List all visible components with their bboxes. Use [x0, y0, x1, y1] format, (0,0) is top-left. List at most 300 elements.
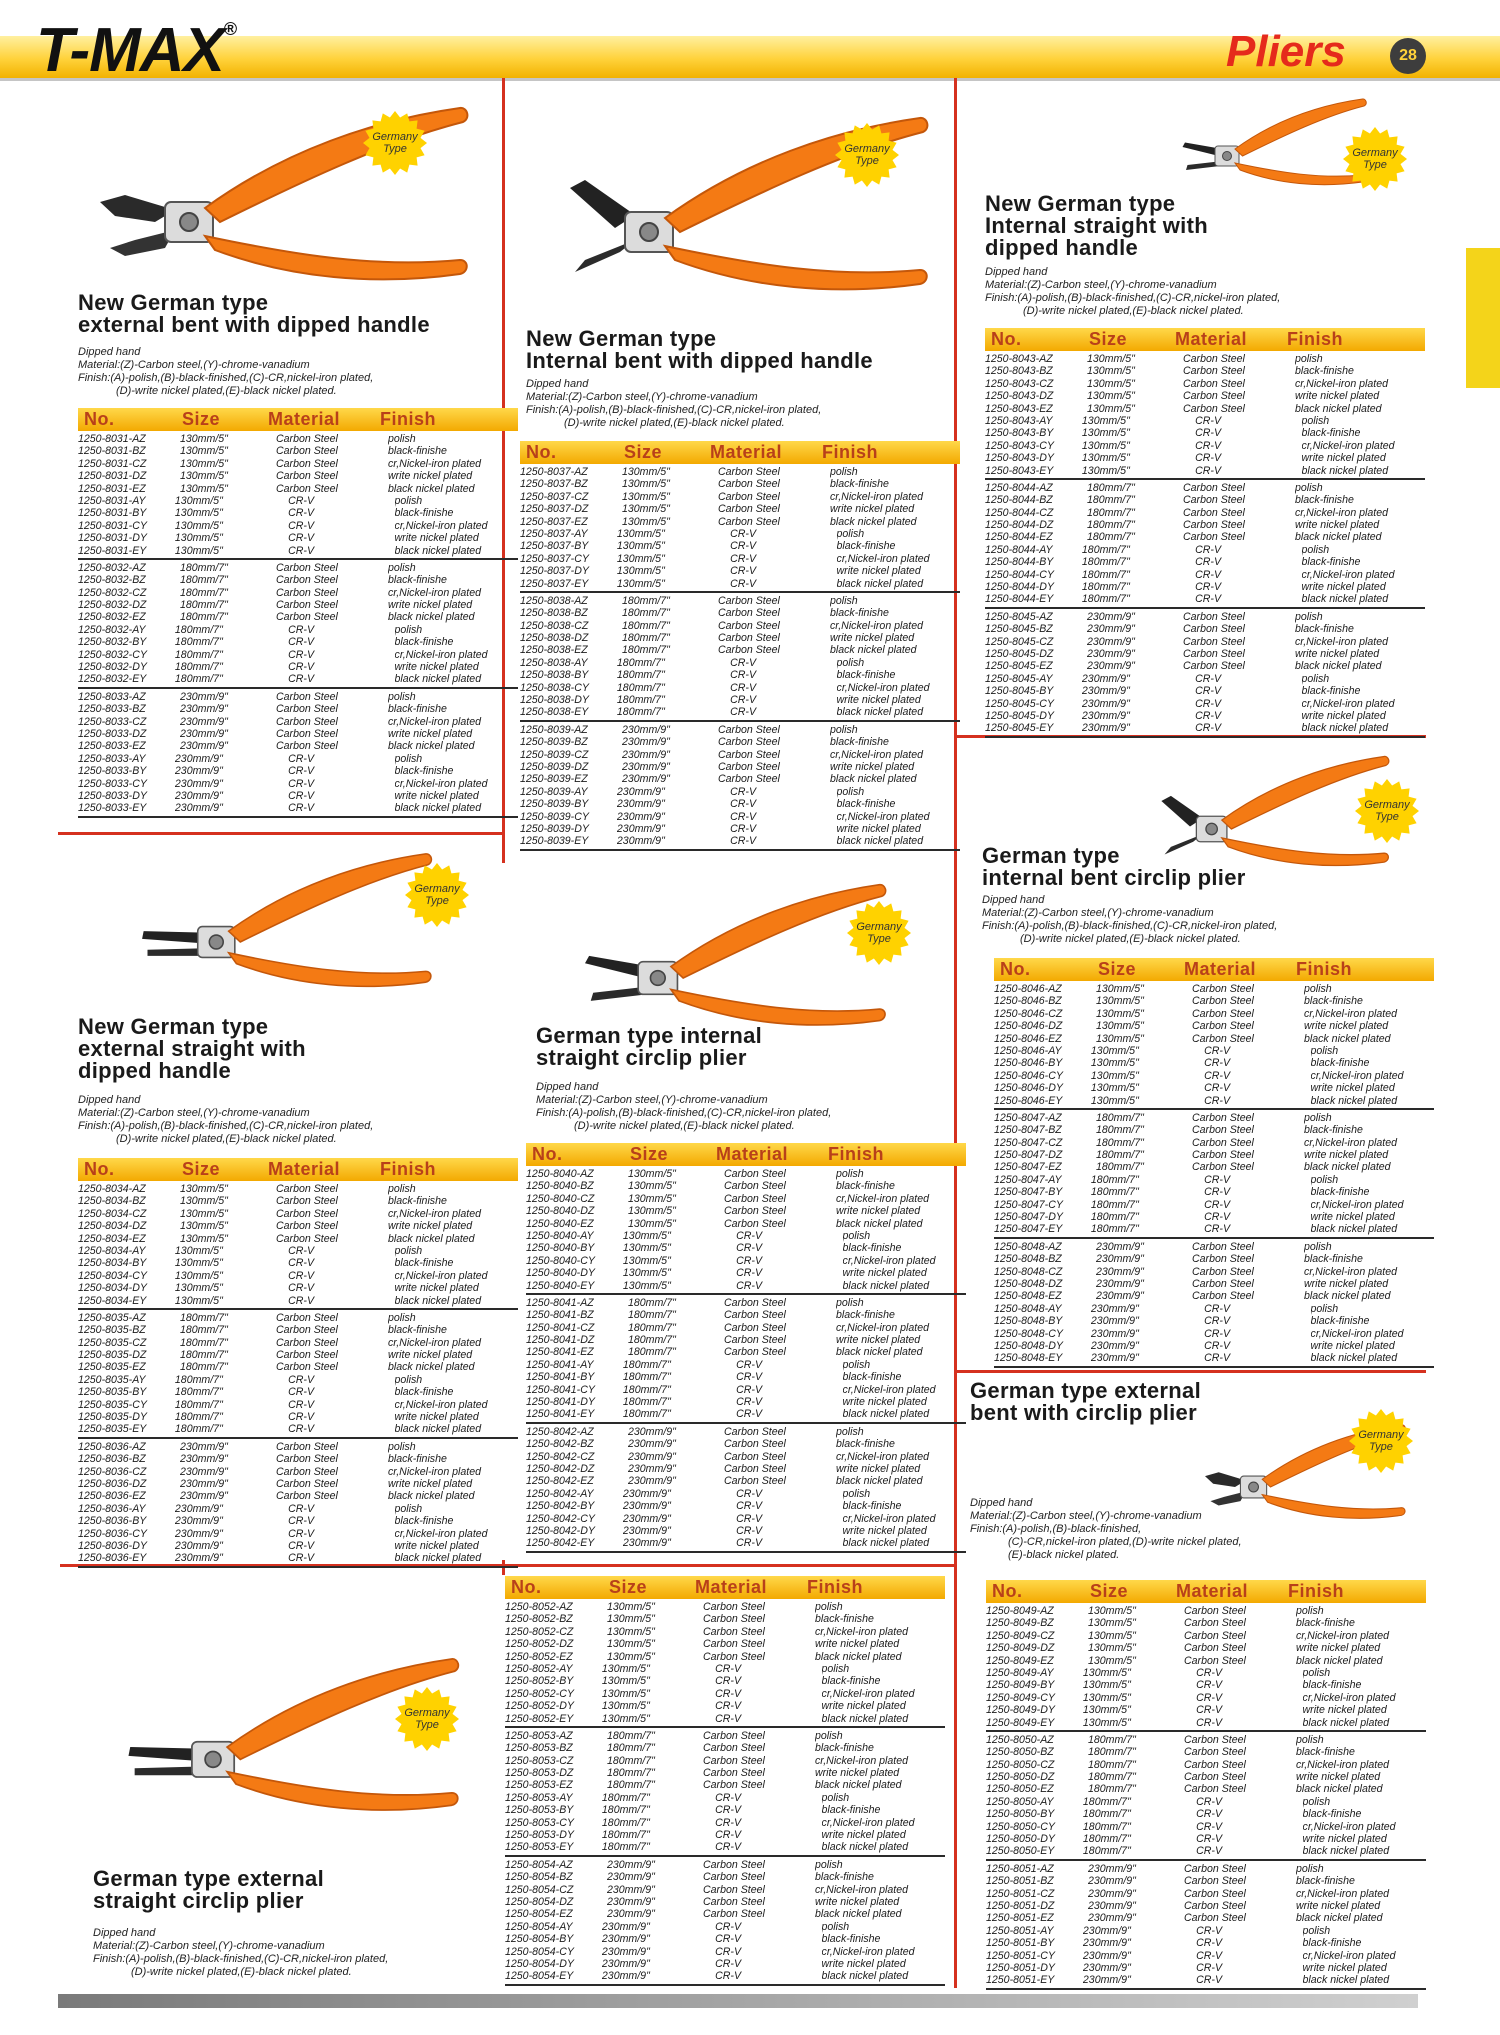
cell-size: 180mm/7" — [1087, 506, 1135, 519]
header-material: Material — [1176, 1581, 1249, 1601]
cell-fin: cr,Nickel-iron plated — [836, 552, 930, 565]
cell-fin: write nickel plated — [815, 1767, 900, 1780]
cell-no: 1250-8037-DZ — [520, 503, 589, 516]
cell-size: 130mm/5" — [1081, 464, 1130, 477]
cell-size: 130mm/5" — [180, 482, 228, 495]
cell-no: 1250-8032-EY — [78, 673, 147, 686]
cell-no: 1250-8051-AZ — [986, 1862, 1054, 1875]
cell-mat: CR-V — [715, 1841, 742, 1854]
table-row — [994, 1266, 1434, 1278]
cell-fin: write nickel plated — [815, 1895, 900, 1908]
cell-fin: black nickel plated — [821, 1970, 909, 1983]
title-line: bent with circlip plier — [970, 1400, 1197, 1425]
cell-no: 1250-8054-CY — [505, 1945, 574, 1958]
table-row — [986, 1655, 1426, 1667]
table-row — [994, 1328, 1434, 1340]
cell-size: 230mm/9" — [622, 748, 670, 761]
cell-no: 1250-8045-CY — [985, 697, 1054, 710]
cell-fin: polish — [1301, 414, 1330, 427]
cell-mat: CR-V — [1195, 439, 1222, 452]
section-specs — [982, 894, 1277, 946]
cell-mat: Carbon Steel — [703, 1625, 765, 1638]
cell-fin: write nickel plated — [394, 661, 479, 674]
cell-no: 1250-8054-CZ — [505, 1883, 574, 1896]
cell-mat: CR-V — [736, 1500, 763, 1513]
cell-size: 180mm/7" — [607, 1729, 655, 1742]
cell-size: 130mm/5" — [607, 1601, 655, 1613]
section-title — [78, 1016, 306, 1082]
cell-fin: black-finishe — [1302, 1808, 1362, 1821]
cell-mat: CR-V — [288, 1269, 315, 1282]
cell-no: 1250-8042-CY — [526, 1512, 595, 1525]
table-row — [526, 1180, 966, 1192]
cell-fin: write nickel plated — [394, 532, 479, 545]
cell-fin: black-finishe — [815, 1742, 874, 1755]
header-finish: Finish — [1287, 329, 1343, 349]
cell-mat: CR-V — [730, 810, 757, 823]
cell-size: 180mm/7" — [174, 1411, 223, 1424]
cell-fin: black nickel plated — [842, 1408, 930, 1421]
cell-fin: write nickel plated — [836, 1334, 921, 1347]
header-no: No. — [1000, 959, 1031, 979]
cell-no: 1250-8039-EZ — [520, 773, 588, 786]
cell-fin: black nickel plated — [394, 673, 482, 686]
cell-mat: Carbon Steel — [276, 727, 338, 740]
cell-fin: black nickel plated — [1310, 1223, 1398, 1236]
table-row — [986, 1605, 1426, 1617]
cell-size: 180mm/7" — [607, 1779, 655, 1792]
cell-mat: CR-V — [736, 1279, 763, 1292]
badge-label: Germany Type — [404, 1707, 450, 1731]
cell-no: 1250-8049-EZ — [986, 1654, 1054, 1667]
table-row — [520, 540, 960, 552]
cell-no: 1250-8050-AZ — [986, 1733, 1054, 1746]
cell-fin: black-finishe — [836, 798, 896, 811]
cell-no: 1250-8034-BY — [78, 1257, 147, 1270]
cell-no: 1250-8047-CY — [994, 1198, 1063, 1211]
cell-no: 1250-8048-BZ — [994, 1253, 1062, 1266]
cell-size: 230mm/9" — [1082, 1961, 1131, 1974]
cell-no: 1250-8053-AZ — [505, 1729, 573, 1742]
header-size: Size — [624, 442, 663, 462]
table-row — [526, 1488, 966, 1500]
table-row — [986, 1667, 1426, 1679]
cell-mat: CR-V — [1195, 452, 1222, 465]
cell-mat: CR-V — [1204, 1069, 1231, 1082]
cell-no: 1250-8052-DZ — [505, 1638, 574, 1651]
cell-no: 1250-8042-AY — [526, 1487, 594, 1500]
cell-fin: polish — [836, 1168, 864, 1180]
cell-size: 230mm/9" — [174, 1552, 223, 1565]
cell-no: 1250-8049-EY — [986, 1716, 1055, 1729]
table-row — [986, 1912, 1426, 1924]
cell-size: 230mm/9" — [1096, 1277, 1144, 1290]
cell-size: 230mm/9" — [622, 1512, 671, 1525]
cell-fin: cr,Nickel-iron plated — [1302, 1820, 1396, 1833]
table-header — [78, 1158, 518, 1181]
header-finish: Finish — [1296, 959, 1352, 979]
cell-size: 230mm/9" — [174, 752, 223, 765]
cell-size: 180mm/7" — [616, 656, 665, 669]
cell-no: 1250-8053-BZ — [505, 1742, 573, 1755]
spec-line: (E)-black nickel plated. — [1008, 1549, 1120, 1561]
table-row — [520, 553, 960, 565]
title-line: German type internal — [536, 1023, 763, 1048]
cell-fin: black-finishe — [815, 1613, 874, 1626]
header-material: Material — [716, 1144, 789, 1164]
cell-no: 1250-8035-CZ — [78, 1336, 147, 1349]
cell-size: 130mm/5" — [1087, 365, 1135, 378]
table-row — [78, 1478, 518, 1490]
table-row — [505, 1688, 945, 1700]
cell-mat: CR-V — [288, 636, 315, 649]
table-row — [985, 673, 1425, 685]
cell-size: 180mm/7" — [622, 1383, 671, 1396]
cell-fin: cr,Nickel-iron plated — [388, 1336, 482, 1349]
size-group — [78, 689, 518, 818]
table-row — [505, 1713, 945, 1725]
table-row — [526, 1475, 966, 1487]
cell-fin: polish — [815, 1601, 843, 1613]
cell-size: 130mm/5" — [174, 1244, 223, 1257]
cell-no: 1250-8035-AZ — [78, 1311, 146, 1324]
cell-mat: Carbon Steel — [1184, 1642, 1246, 1655]
cell-size: 180mm/7" — [180, 1324, 228, 1337]
cell-no: 1250-8050-CY — [986, 1820, 1055, 1833]
cell-size: 130mm/5" — [174, 519, 223, 532]
table-row — [526, 1513, 966, 1525]
cell-no: 1250-8041-CY — [526, 1383, 595, 1396]
cell-no: 1250-8048-CY — [994, 1327, 1063, 1340]
cell-fin: cr,Nickel-iron plated — [821, 1816, 915, 1829]
cell-no: 1250-8052-CZ — [505, 1625, 574, 1638]
cell-no: 1250-8046-EY — [994, 1094, 1063, 1107]
cell-size: 180mm/7" — [622, 632, 670, 645]
cell-fin: write nickel plated — [388, 727, 473, 740]
table-row — [994, 1020, 1434, 1032]
cell-no: 1250-8041-DZ — [526, 1334, 595, 1347]
table-row — [526, 1537, 966, 1549]
cell-size: 180mm/7" — [1096, 1124, 1144, 1137]
cell-no: 1250-8052-EY — [505, 1712, 574, 1725]
cell-no: 1250-8039-EY — [520, 835, 589, 848]
cell-size: 180mm/7" — [180, 1361, 228, 1374]
cell-fin: write nickel plated — [1295, 519, 1380, 532]
cell-no: 1250-8043-EY — [985, 464, 1054, 477]
cell-no: 1250-8047-CZ — [994, 1136, 1063, 1149]
cell-no: 1250-8048-CZ — [994, 1265, 1063, 1278]
cell-no: 1250-8034-AY — [78, 1244, 146, 1257]
table-row — [78, 1374, 518, 1386]
table-row — [985, 685, 1425, 697]
cell-fin: black-finishe — [1295, 623, 1354, 636]
section-specs — [526, 378, 821, 430]
cell-fin: polish — [388, 690, 416, 703]
cell-fin: write nickel plated — [394, 1282, 479, 1295]
table-row — [78, 587, 518, 599]
cell-size: 180mm/7" — [601, 1841, 650, 1854]
cell-mat: Carbon Steel — [276, 445, 338, 458]
cell-fin: black nickel plated — [830, 515, 917, 528]
table-row — [78, 1183, 518, 1195]
cell-mat: CR-V — [1196, 1845, 1223, 1858]
cell-fin: black-finishe — [388, 445, 447, 458]
cell-size: 180mm/7" — [622, 619, 670, 632]
cell-size: 180mm/7" — [616, 694, 665, 707]
table-row — [985, 390, 1425, 402]
cell-size: 230mm/9" — [1082, 1924, 1131, 1937]
cell-mat: Carbon Steel — [276, 1490, 338, 1503]
cell-size: 230mm/9" — [1090, 1339, 1139, 1352]
cell-mat: CR-V — [1196, 1808, 1223, 1821]
cell-fin: black-finishe — [1304, 1253, 1363, 1266]
table-row — [78, 1423, 518, 1435]
cell-mat: CR-V — [1196, 1924, 1223, 1937]
cell-no: 1250-8032-DY — [78, 661, 147, 674]
cell-size: 230mm/9" — [1090, 1315, 1139, 1328]
cell-size: 230mm/9" — [1082, 1949, 1131, 1962]
cell-fin: cr,Nickel-iron plated — [1301, 568, 1395, 581]
cell-size: 180mm/7" — [180, 561, 228, 574]
germany-type-badge — [846, 900, 912, 966]
cell-mat: Carbon Steel — [703, 1883, 765, 1896]
header-finish: Finish — [380, 409, 436, 429]
table-row — [526, 1218, 966, 1230]
cell-no: 1250-8054-BY — [505, 1933, 574, 1946]
cell-mat: Carbon Steel — [1192, 1253, 1254, 1266]
cell-size: 130mm/5" — [1081, 414, 1130, 427]
size-group — [78, 560, 518, 689]
cell-size: 180mm/7" — [1090, 1173, 1139, 1186]
cell-fin: write nickel plated — [1310, 1082, 1395, 1095]
cell-fin: black-finishe — [830, 607, 889, 620]
cell-mat: Carbon Steel — [1184, 1629, 1246, 1642]
table-row — [526, 1408, 966, 1420]
spec-line: Material:(Z)-Carbon steel,(Y)-chrome-vanadium — [970, 1510, 1202, 1522]
cell-size: 230mm/9" — [180, 690, 228, 703]
cell-fin: black-finishe — [1301, 556, 1361, 569]
table-row — [986, 1704, 1426, 1716]
cell-mat: CR-V — [730, 577, 757, 590]
cell-mat: Carbon Steel — [1192, 1149, 1254, 1162]
cell-mat: Carbon Steel — [276, 457, 338, 470]
cell-size: 130mm/5" — [622, 490, 670, 503]
cell-size: 180mm/7" — [607, 1742, 655, 1755]
cell-size: 180mm/7" — [601, 1816, 650, 1829]
table-row — [994, 1290, 1434, 1302]
cell-fin: black nickel plated — [388, 1361, 475, 1374]
cell-mat: Carbon Steel — [1192, 1277, 1254, 1290]
spec-line: Dipped hand — [970, 1497, 1033, 1509]
size-group — [526, 1424, 966, 1553]
cell-size: 130mm/5" — [1090, 1057, 1139, 1070]
cell-no: 1250-8043-EZ — [985, 402, 1053, 415]
table-row — [986, 1617, 1426, 1629]
cell-no: 1250-8049-DZ — [986, 1642, 1055, 1655]
cell-no: 1250-8043-DY — [985, 452, 1054, 465]
cell-no: 1250-8040-BZ — [526, 1180, 594, 1193]
table-row — [78, 1208, 518, 1220]
cell-fin: black nickel plated — [394, 802, 482, 815]
cell-size: 130mm/5" — [180, 445, 228, 458]
cell-size: 130mm/5" — [1096, 983, 1144, 995]
table-row — [994, 1008, 1434, 1020]
cell-size: 230mm/9" — [174, 1539, 223, 1552]
cell-no: 1250-8036-BY — [78, 1515, 147, 1528]
cell-mat: Carbon Steel — [1183, 531, 1245, 544]
cell-fin: polish — [1310, 1173, 1339, 1186]
cell-size: 130mm/5" — [180, 1183, 228, 1195]
table-row — [985, 611, 1425, 623]
table-row — [994, 995, 1434, 1007]
cell-fin: black nickel plated — [1302, 1974, 1390, 1987]
cell-fin: write nickel plated — [842, 1396, 927, 1409]
cell-mat: Carbon Steel — [1184, 1771, 1246, 1784]
cell-no: 1250-8034-EZ — [78, 1232, 146, 1245]
cell-mat: Carbon Steel — [703, 1601, 765, 1613]
table-row — [986, 1630, 1426, 1642]
header-no: No. — [84, 409, 115, 429]
table-row — [986, 1808, 1426, 1820]
cell-mat: Carbon Steel — [718, 632, 780, 645]
cell-no: 1250-8032-CY — [78, 648, 147, 661]
cell-no: 1250-8046-EZ — [994, 1032, 1062, 1045]
header-material: Material — [1175, 329, 1248, 349]
cell-mat: Carbon Steel — [724, 1438, 786, 1451]
cell-no: 1250-8036-DZ — [78, 1477, 147, 1490]
cell-size: 180mm/7" — [180, 611, 228, 624]
cell-mat: CR-V — [288, 623, 315, 636]
cell-fin: write nickel plated — [1301, 581, 1386, 594]
cell-size: 230mm/9" — [616, 785, 665, 798]
header-no: No. — [526, 442, 557, 462]
cell-no: 1250-8034-DY — [78, 1282, 147, 1295]
table-row — [986, 1642, 1426, 1654]
cell-mat: Carbon Steel — [276, 1465, 338, 1478]
cell-no: 1250-8042-EZ — [526, 1475, 594, 1488]
cell-size: 130mm/5" — [616, 540, 665, 553]
cell-size: 130mm/5" — [174, 1257, 223, 1270]
cell-size: 180mm/7" — [1090, 1211, 1139, 1224]
table-row — [986, 1974, 1426, 1986]
cell-no: 1250-8036-EY — [78, 1552, 147, 1565]
cell-size: 130mm/5" — [628, 1205, 676, 1218]
header-finish: Finish — [822, 442, 878, 462]
cell-mat: CR-V — [1195, 464, 1222, 477]
size-group — [505, 1857, 945, 1986]
cell-no: 1250-8047-AZ — [994, 1111, 1062, 1124]
cell-fin: black-finishe — [830, 736, 889, 749]
cell-fin: black nickel plated — [830, 644, 917, 657]
cell-no: 1250-8047-DY — [994, 1211, 1063, 1224]
table-row — [994, 1033, 1434, 1045]
cell-mat: CR-V — [730, 798, 757, 811]
cell-mat: Carbon Steel — [718, 466, 780, 478]
germany-type-badge — [394, 1686, 460, 1752]
cell-no: 1250-8042-CZ — [526, 1450, 595, 1463]
cell-fin: cr,Nickel-iron plated — [1295, 506, 1389, 519]
cell-no: 1250-8032-AY — [78, 623, 146, 636]
cell-mat: CR-V — [288, 1552, 315, 1565]
cell-fin: cr,Nickel-iron plated — [836, 681, 930, 694]
cell-no: 1250-8041-CZ — [526, 1321, 595, 1334]
cell-mat: Carbon Steel — [1184, 1912, 1246, 1925]
cell-no: 1250-8035-CY — [78, 1398, 147, 1411]
section-title — [78, 292, 430, 336]
header-size: Size — [609, 1577, 648, 1597]
cell-mat: Carbon Steel — [1183, 660, 1245, 673]
table-row — [986, 1937, 1426, 1949]
table-row — [986, 1771, 1426, 1783]
cell-no: 1250-8034-DZ — [78, 1220, 147, 1233]
cell-no: 1250-8042-BZ — [526, 1438, 594, 1451]
cell-size: 130mm/5" — [622, 1254, 671, 1267]
cell-fin: black nickel plated — [394, 544, 482, 557]
cell-no: 1250-8035-BZ — [78, 1324, 146, 1337]
table-row — [526, 1359, 966, 1371]
cell-fin: black nickel plated — [1295, 660, 1382, 673]
cell-size: 130mm/5" — [628, 1168, 676, 1180]
cell-mat: Carbon Steel — [1184, 1617, 1246, 1630]
cell-mat: CR-V — [1195, 581, 1222, 594]
table-row — [985, 593, 1425, 605]
cell-no: 1250-8041-EY — [526, 1408, 595, 1421]
table-row — [994, 1223, 1434, 1235]
table-row — [78, 728, 518, 740]
cell-no: 1250-8050-DZ — [986, 1771, 1055, 1784]
cell-fin: black nickel plated — [815, 1908, 902, 1921]
cell-no: 1250-8043-DZ — [985, 390, 1054, 403]
table-row — [505, 1958, 945, 1970]
cell-mat: Carbon Steel — [276, 1361, 338, 1374]
cell-size: 130mm/5" — [601, 1700, 650, 1713]
cell-mat: Carbon Steel — [718, 478, 780, 491]
cell-mat: CR-V — [1196, 1961, 1223, 1974]
cell-fin: write nickel plated — [1302, 1833, 1387, 1846]
cell-mat: Carbon Steel — [703, 1871, 765, 1884]
cell-size: 130mm/5" — [616, 552, 665, 565]
table-row — [986, 1796, 1426, 1808]
table-row — [985, 378, 1425, 390]
table-row — [505, 1921, 945, 1933]
cell-fin: black-finishe — [1302, 1937, 1362, 1950]
cell-fin: polish — [821, 1662, 850, 1675]
cell-size: 230mm/9" — [616, 810, 665, 823]
table-row — [78, 1411, 518, 1423]
cell-no: 1250-8044-BY — [985, 556, 1054, 569]
table-row — [78, 458, 518, 470]
cell-size: 180mm/7" — [1096, 1161, 1144, 1174]
cell-no: 1250-8035-DY — [78, 1411, 147, 1424]
cell-size: 180mm/7" — [1088, 1733, 1136, 1746]
cell-size: 130mm/5" — [180, 470, 228, 483]
table-row — [520, 607, 960, 619]
cell-size: 230mm/9" — [622, 773, 670, 786]
cell-size: 180mm/7" — [628, 1346, 676, 1359]
cell-mat: CR-V — [288, 494, 315, 507]
germany-type-badge — [362, 110, 428, 176]
germany-type-badge — [1348, 1408, 1414, 1474]
cell-mat: CR-V — [730, 785, 757, 798]
cell-size: 130mm/5" — [607, 1650, 655, 1663]
cell-no: 1250-8039-DY — [520, 822, 589, 835]
cell-no: 1250-8032-CZ — [78, 586, 147, 599]
table-header — [986, 1580, 1426, 1603]
spec-line: Material:(Z)-Carbon steel,(Y)-chrome-vanadium — [982, 907, 1214, 919]
cell-size: 230mm/9" — [601, 1945, 650, 1958]
spec-table — [994, 958, 1434, 1368]
table-row — [520, 669, 960, 681]
